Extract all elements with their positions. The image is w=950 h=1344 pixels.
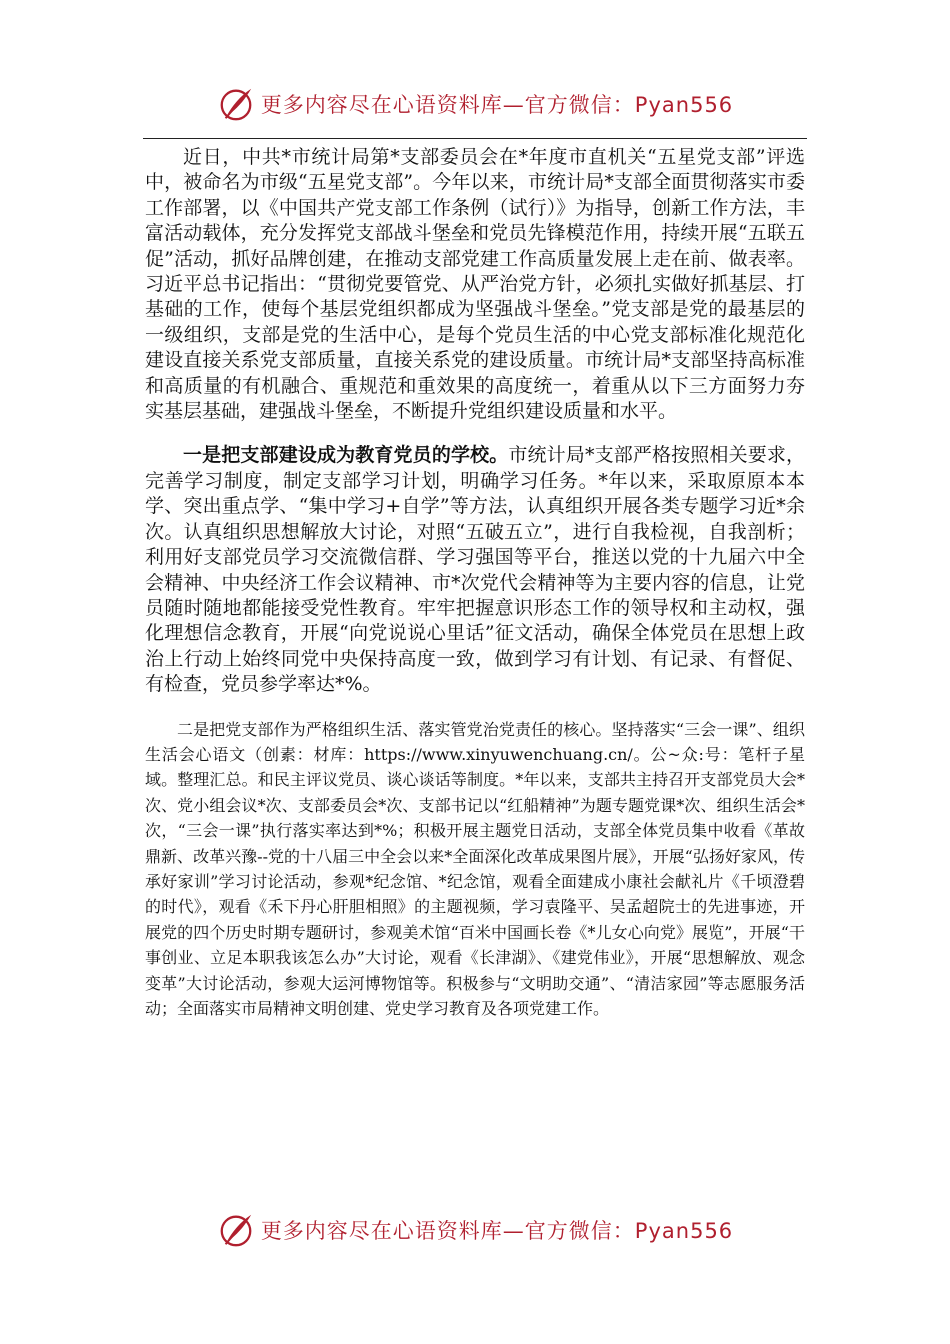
paragraph-2 [145,443,805,697]
document-body [145,145,805,1021]
paragraph-2-text: 市统计局*支部严格按照相关要求，完善学习制度，制定支部学习计划，明确学习任务。*年以来，采取原原本本学、突出重点学、“集中学习+自学”等方法，认真组织开展各类专题学习近*余次。认真组织思想解放大讨论，对照“五破五立”，进行自我检视，自我剖析；利用好支部党员学习交流微信群、学习强国等平台，推送以党的十九届六中全会精神、中央经济工作会议精神、市*次党代会精神等为主要内容的信息，让党员随时随地都能接受党性教育。牢牢把握意识形态工作的领导权和主动权，强化理想信念教育，开展“向党说说心里话”征文活动，确保全体党员在思想上政治上行动上始终同党中央保持高度一致，做到学习有计划、有记录、有督促、有检查，党员参学率达*%。 [145,444,805,696]
footer-banner [0,1206,950,1254]
paragraph-3: 二是把党支部作为严格组织生活、落实管党治党责任的核心。坚持落实“三会一课”、组织生活会心语文（创素：材库：https://www.xinyuwenchuang.cn/。公~众:号：笔杆子星域。整理汇总。和民主评议党员、谈心谈话等制度。*年以来，支部共主持召开支部党员大会*次、党小组会议*次、支部委员会*次、支部书记以“红船精神”为题专题党课*次、组织生活会*次，“三会一课”执行落实率达到*%；积极开展主题党日活动，支部全体党员集中收看《革故鼎新、改革兴豫--党的十八届三中全会以来*全面深化改革成果图片展》，开展“弘扬好家风，传承好家训”学习讨论活动，参观*纪念馆、*纪念馆，观看全面建成小康社会献礼片《千顷澄碧的时代》，观看《禾下丹心肝胆相照》的主题视频，学习袁隆平、吴孟超院士的先进事迹，开展党的四个历史时期专题研讨，参观美术馆“百米中国画长卷《*儿女心向党》展览”，开展“干事创业、立足本职我该怎么办”大讨论，观看《长津湖》、《建党伟业》，开展“思想解放、观念变革”大讨论活动，参观大运河博物馆等。积极参与“文明助交通”、“清洁家园”等志愿服务活动；全面落实市局精神文明创建、党史学习教育及各项党建工作。 [145,719,805,1018]
paragraph-2-heading: 一是把支部建设成为教育党员的学校。 [183,444,509,467]
header-banner-text: 更多内容尽在心语资料库—官方微信：Pyan556 [260,93,734,117]
header-banner [0,80,950,128]
feather-pen-icon [217,85,255,123]
feather-pen-icon [217,1211,255,1249]
footer-banner-text: 更多内容尽在心语资料库—官方微信：Pyan556 [260,1219,734,1243]
header-divider [143,138,807,139]
paragraph-1: 近日，中共*市统计局第*支部委员会在*年度市直机关“五星党支部”评选中，被命名为市级“五星党支部”。今年以来，市统计局*支部全面贯彻落实市委工作部署，以《中国共产党支部工作条例（试行）》为指导，创新工作方法，丰富活动载体，充分发挥党支部战斗堡垒和党员先锋模范作用，持续开展“五联五促”活动，抓好品牌创建，在推动支部党建工作高质量发展上走在前、做表率。习近平总书记指出：“贯彻党要管党、从严治党方针，必须扎实做好抓基层、打基础的工作，使每个基层党组织都成为坚强战斗堡垒。”党支部是党的最基层的一级组织，支部是党的生活中心，是每个党员生活的中心党支部标准化规范化建设直接关系党支部质量，直接关系党的建设质量。市统计局*支部坚持高标准和高质量的有机融合、重规范和重效果的高度统一，着重从以下三方面努力夯实基层基础，建强战斗堡垒，不断提升党组织建设质量和水平。 [145,146,805,423]
